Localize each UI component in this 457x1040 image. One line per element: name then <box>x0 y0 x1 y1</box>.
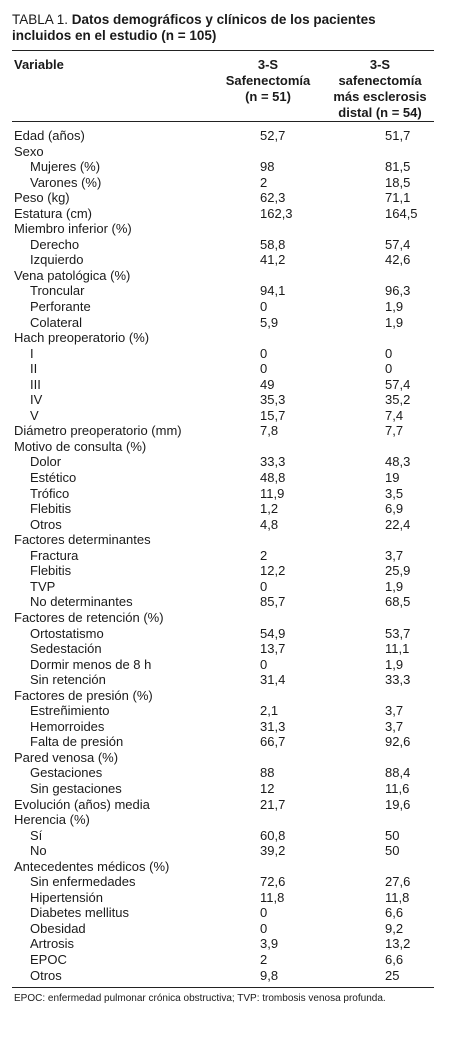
value-group-1: 162,3 <box>260 205 293 221</box>
table-row <box>12 206 434 222</box>
value-group-2: 35,2 <box>385 392 411 408</box>
row-label: Izquierdo <box>30 252 84 268</box>
value-group-1: 35,3 <box>260 392 286 408</box>
value-group-2: 68,5 <box>385 594 411 610</box>
value-group-1: 31,4 <box>260 672 286 688</box>
row-label: Sedestación <box>30 641 102 657</box>
row-label: Fractura <box>30 547 79 563</box>
value-group-2: 19 <box>385 470 400 486</box>
value-group-1: 13,7 <box>260 641 286 657</box>
table-row <box>12 719 434 735</box>
row-label: Factores determinantes <box>14 532 151 548</box>
row-label: III <box>30 376 41 392</box>
value-group-2: 88,4 <box>385 765 411 781</box>
row-label: Falta de presión <box>30 734 124 750</box>
value-group-1: 2,1 <box>260 703 279 719</box>
table-row <box>12 952 434 968</box>
row-label: EPOC <box>30 951 67 967</box>
value-group-2: 11,6 <box>385 780 410 796</box>
row-label: Derecho <box>30 236 80 252</box>
value-group-2: 0 <box>385 345 393 361</box>
value-group-2: 57,4 <box>385 376 411 392</box>
value-group-2: 6,6 <box>385 951 404 967</box>
table-row <box>12 828 434 844</box>
value-group-1: 3,9 <box>260 936 279 952</box>
value-group-2: 27,6 <box>385 874 411 890</box>
table-caption-text: Datos demográficos y clínicos de los pacientes incluidos en el estudio (n = 105) <box>12 12 376 43</box>
value-group-1: 54,9 <box>260 625 286 641</box>
table-row <box>12 890 434 906</box>
table-row <box>12 548 434 564</box>
value-group-1: 31,3 <box>260 718 286 734</box>
row-label: Mujeres (%) <box>30 159 101 175</box>
row-label: Estreñimiento <box>30 703 110 719</box>
table-row <box>12 843 434 859</box>
value-group-1: 0 <box>260 299 268 315</box>
value-group-1: 58,8 <box>260 236 286 252</box>
value-group-1: 4,8 <box>260 516 279 532</box>
value-group-1: 12 <box>260 780 275 796</box>
table-row <box>12 283 434 299</box>
table-row <box>12 672 434 688</box>
table-header <box>12 51 434 121</box>
table-row <box>12 734 434 750</box>
table-row <box>12 610 434 626</box>
table-row <box>12 657 434 673</box>
value-group-2: 18,5 <box>385 174 411 190</box>
value-group-1: 11,9 <box>260 485 285 501</box>
bottom-rule <box>12 987 434 988</box>
value-group-2: 11,8 <box>385 889 410 905</box>
value-group-2: 71,1 <box>385 190 411 206</box>
table-row <box>12 144 434 160</box>
table-row <box>12 392 434 408</box>
table-row <box>12 454 434 470</box>
row-label: IV <box>30 392 43 408</box>
value-group-2: 0 <box>385 361 393 377</box>
value-group-2: 25 <box>385 967 400 983</box>
table-row <box>12 936 434 952</box>
value-group-1: 0 <box>260 656 268 672</box>
row-label: II <box>30 361 38 377</box>
table-row <box>12 688 434 704</box>
value-group-2: 3,7 <box>385 718 404 734</box>
table-row <box>12 221 434 237</box>
value-group-1: 11,8 <box>260 889 285 905</box>
value-group-1: 0 <box>260 361 268 377</box>
value-group-1: 21,7 <box>260 796 286 812</box>
row-label: Hipertensión <box>30 889 103 905</box>
table-row <box>12 361 434 377</box>
value-group-2: 19,6 <box>385 796 411 812</box>
table-row <box>12 175 434 191</box>
row-label: Peso (kg) <box>14 190 70 206</box>
value-group-2: 50 <box>385 843 400 859</box>
table-row <box>12 423 434 439</box>
row-label: Otros <box>30 516 62 532</box>
table-row <box>12 641 434 657</box>
table-row <box>12 626 434 642</box>
table-row <box>12 501 434 517</box>
value-group-1: 2 <box>260 547 268 563</box>
value-group-1: 1,2 <box>260 501 279 517</box>
value-group-1: 60,8 <box>260 827 286 843</box>
table-row <box>12 486 434 502</box>
value-group-1: 41,2 <box>260 252 286 268</box>
row-label: Flebitis <box>30 563 72 579</box>
value-group-2: 11,1 <box>385 641 410 657</box>
header-group-2 <box>326 57 434 121</box>
table-row <box>12 968 434 984</box>
table-row <box>12 237 434 253</box>
table-row <box>12 268 434 284</box>
row-label: Dolor <box>30 454 62 470</box>
value-group-2: 81,5 <box>385 159 411 175</box>
row-label: V <box>30 407 39 423</box>
row-label: Diabetes mellitus <box>30 905 129 921</box>
value-group-2: 7,4 <box>385 407 404 423</box>
value-group-2: 25,9 <box>385 563 411 579</box>
value-group-2: 1,9 <box>385 656 404 672</box>
table-row <box>12 859 434 875</box>
value-group-1: 12,2 <box>260 563 286 579</box>
value-group-1: 94,1 <box>260 283 286 299</box>
header-group-1-line: Safenectomía <box>225 73 311 88</box>
row-label: Trófico <box>30 485 70 501</box>
row-label: Estatura (cm) <box>14 205 93 221</box>
row-label: Flebitis <box>30 501 72 517</box>
table-row <box>12 330 434 346</box>
value-group-1: 72,6 <box>260 874 286 890</box>
header-group-1 <box>212 57 324 105</box>
value-group-2: 53,7 <box>385 625 411 641</box>
row-label: Factores de presión (%) <box>14 687 153 703</box>
value-group-2: 57,4 <box>385 236 411 252</box>
value-group-2: 96,3 <box>385 283 411 299</box>
value-group-1: 88 <box>260 765 275 781</box>
header-group-2-line: más esclerosis <box>333 89 427 104</box>
value-group-2: 3,7 <box>385 703 404 719</box>
header-variable: Variable <box>14 57 64 72</box>
table-footnote: EPOC: enfermedad pulmonar crónica obstructiva; TVP: trombosis venosa profunda. <box>14 993 386 1005</box>
value-group-1: 2 <box>260 951 268 967</box>
row-label: Colateral <box>30 314 83 330</box>
row-label: Diámetro preoperatorio (mm) <box>14 423 182 439</box>
row-label: Hach preoperatorio (%) <box>14 330 150 346</box>
value-group-2: 6,6 <box>385 905 404 921</box>
value-group-2: 164,5 <box>385 205 418 221</box>
table-container <box>12 12 434 1005</box>
row-label: Evolución (años) media <box>14 796 150 812</box>
value-group-2: 51,7 <box>385 128 411 143</box>
header-group-2-line: 3-S <box>369 57 391 72</box>
value-group-2: 33,3 <box>385 672 411 688</box>
value-group-1: 33,3 <box>260 454 286 470</box>
value-group-1: 9,8 <box>260 967 279 983</box>
value-group-2: 1,9 <box>385 578 404 594</box>
table-row <box>12 563 434 579</box>
row-label: Varones (%) <box>30 174 102 190</box>
table-row <box>12 299 434 315</box>
row-label: Artrosis <box>30 936 75 952</box>
table-caption <box>12 12 434 44</box>
value-group-2: 50 <box>385 827 400 843</box>
row-label: Sin enfermedades <box>30 874 136 890</box>
row-label: Miembro inferior (%) <box>14 221 132 237</box>
table-row <box>12 750 434 766</box>
value-group-2: 6,9 <box>385 501 404 517</box>
row-label: TVP <box>30 578 56 594</box>
header-group-2-line: safenectomía <box>338 73 422 88</box>
row-label: Gestaciones <box>30 765 103 781</box>
value-group-1: 7,8 <box>260 423 279 439</box>
table-row <box>12 159 434 175</box>
table-caption-label: TABLA 1. <box>12 12 69 27</box>
table-row <box>12 439 434 455</box>
row-label: Edad (años) <box>14 128 85 143</box>
value-group-2: 42,6 <box>385 252 411 268</box>
table-row <box>12 594 434 610</box>
value-group-1: 0 <box>260 920 268 936</box>
value-group-1: 39,2 <box>260 843 286 859</box>
value-group-2: 7,7 <box>385 423 404 439</box>
value-group-1: 85,7 <box>260 594 286 610</box>
value-group-2: 1,9 <box>385 299 404 315</box>
header-group-1-line: (n = 51) <box>245 89 291 104</box>
value-group-1: 2 <box>260 174 268 190</box>
table-row <box>12 408 434 424</box>
row-label: Motivo de consulta (%) <box>14 438 147 454</box>
row-label: I <box>30 345 34 361</box>
table-body <box>12 122 434 987</box>
row-label: Dormir menos de 8 h <box>30 656 152 672</box>
table-row <box>12 797 434 813</box>
value-group-1: 48,8 <box>260 470 286 486</box>
row-label: Herencia (%) <box>14 812 90 828</box>
table-row <box>12 703 434 719</box>
table-row <box>12 128 434 144</box>
value-group-1: 5,9 <box>260 314 279 330</box>
value-group-2: 1,9 <box>385 314 404 330</box>
value-group-1: 52,7 <box>260 128 286 143</box>
value-group-2: 92,6 <box>385 734 411 750</box>
table-row <box>12 517 434 533</box>
row-label: Troncular <box>30 283 85 299</box>
row-label: No determinantes <box>30 594 133 610</box>
header-group-1-line: 3-S <box>257 57 279 72</box>
row-label: Estético <box>30 470 77 486</box>
row-label: Ortostatismo <box>30 625 104 641</box>
value-group-2: 22,4 <box>385 516 411 532</box>
value-group-1: 0 <box>260 578 268 594</box>
value-group-1: 15,7 <box>260 407 286 423</box>
table-row <box>12 252 434 268</box>
row-label: No <box>30 843 47 859</box>
table-row <box>12 579 434 595</box>
table-row <box>12 874 434 890</box>
row-label: Sexo <box>14 143 44 159</box>
row-label: Vena patológica (%) <box>14 267 131 283</box>
table-row <box>12 377 434 393</box>
row-label: Antecedentes médicos (%) <box>14 858 170 874</box>
value-group-1: 66,7 <box>260 734 286 750</box>
table-row <box>12 532 434 548</box>
value-group-2: 13,2 <box>385 936 411 952</box>
value-group-1: 0 <box>260 345 268 361</box>
value-group-2: 48,3 <box>385 454 411 470</box>
row-label: Pared venosa (%) <box>14 749 119 765</box>
table-row <box>12 781 434 797</box>
value-group-1: 0 <box>260 905 268 921</box>
row-label: Factores de retención (%) <box>14 609 164 625</box>
row-label: Otros <box>30 967 62 983</box>
table-row <box>12 470 434 486</box>
value-group-2: 3,7 <box>385 547 404 563</box>
value-group-1: 98 <box>260 159 275 175</box>
row-label: Sí <box>30 827 43 843</box>
value-group-2: 3,5 <box>385 485 404 501</box>
row-label: Perforante <box>30 299 91 315</box>
value-group-1: 49 <box>260 376 275 392</box>
value-group-2: 9,2 <box>385 920 404 936</box>
header-group-2-line: distal (n = 54) <box>338 105 422 120</box>
value-group-1: 62,3 <box>260 190 286 206</box>
table-row <box>12 921 434 937</box>
table-row <box>12 812 434 828</box>
row-label: Hemorroides <box>30 718 105 734</box>
table-row <box>12 190 434 206</box>
row-label: Sin gestaciones <box>30 780 122 796</box>
table-row <box>12 765 434 781</box>
row-label: Sin retención <box>30 672 106 688</box>
table-row <box>12 905 434 921</box>
table-row <box>12 315 434 331</box>
table-row <box>12 346 434 362</box>
row-label: Obesidad <box>30 920 86 936</box>
